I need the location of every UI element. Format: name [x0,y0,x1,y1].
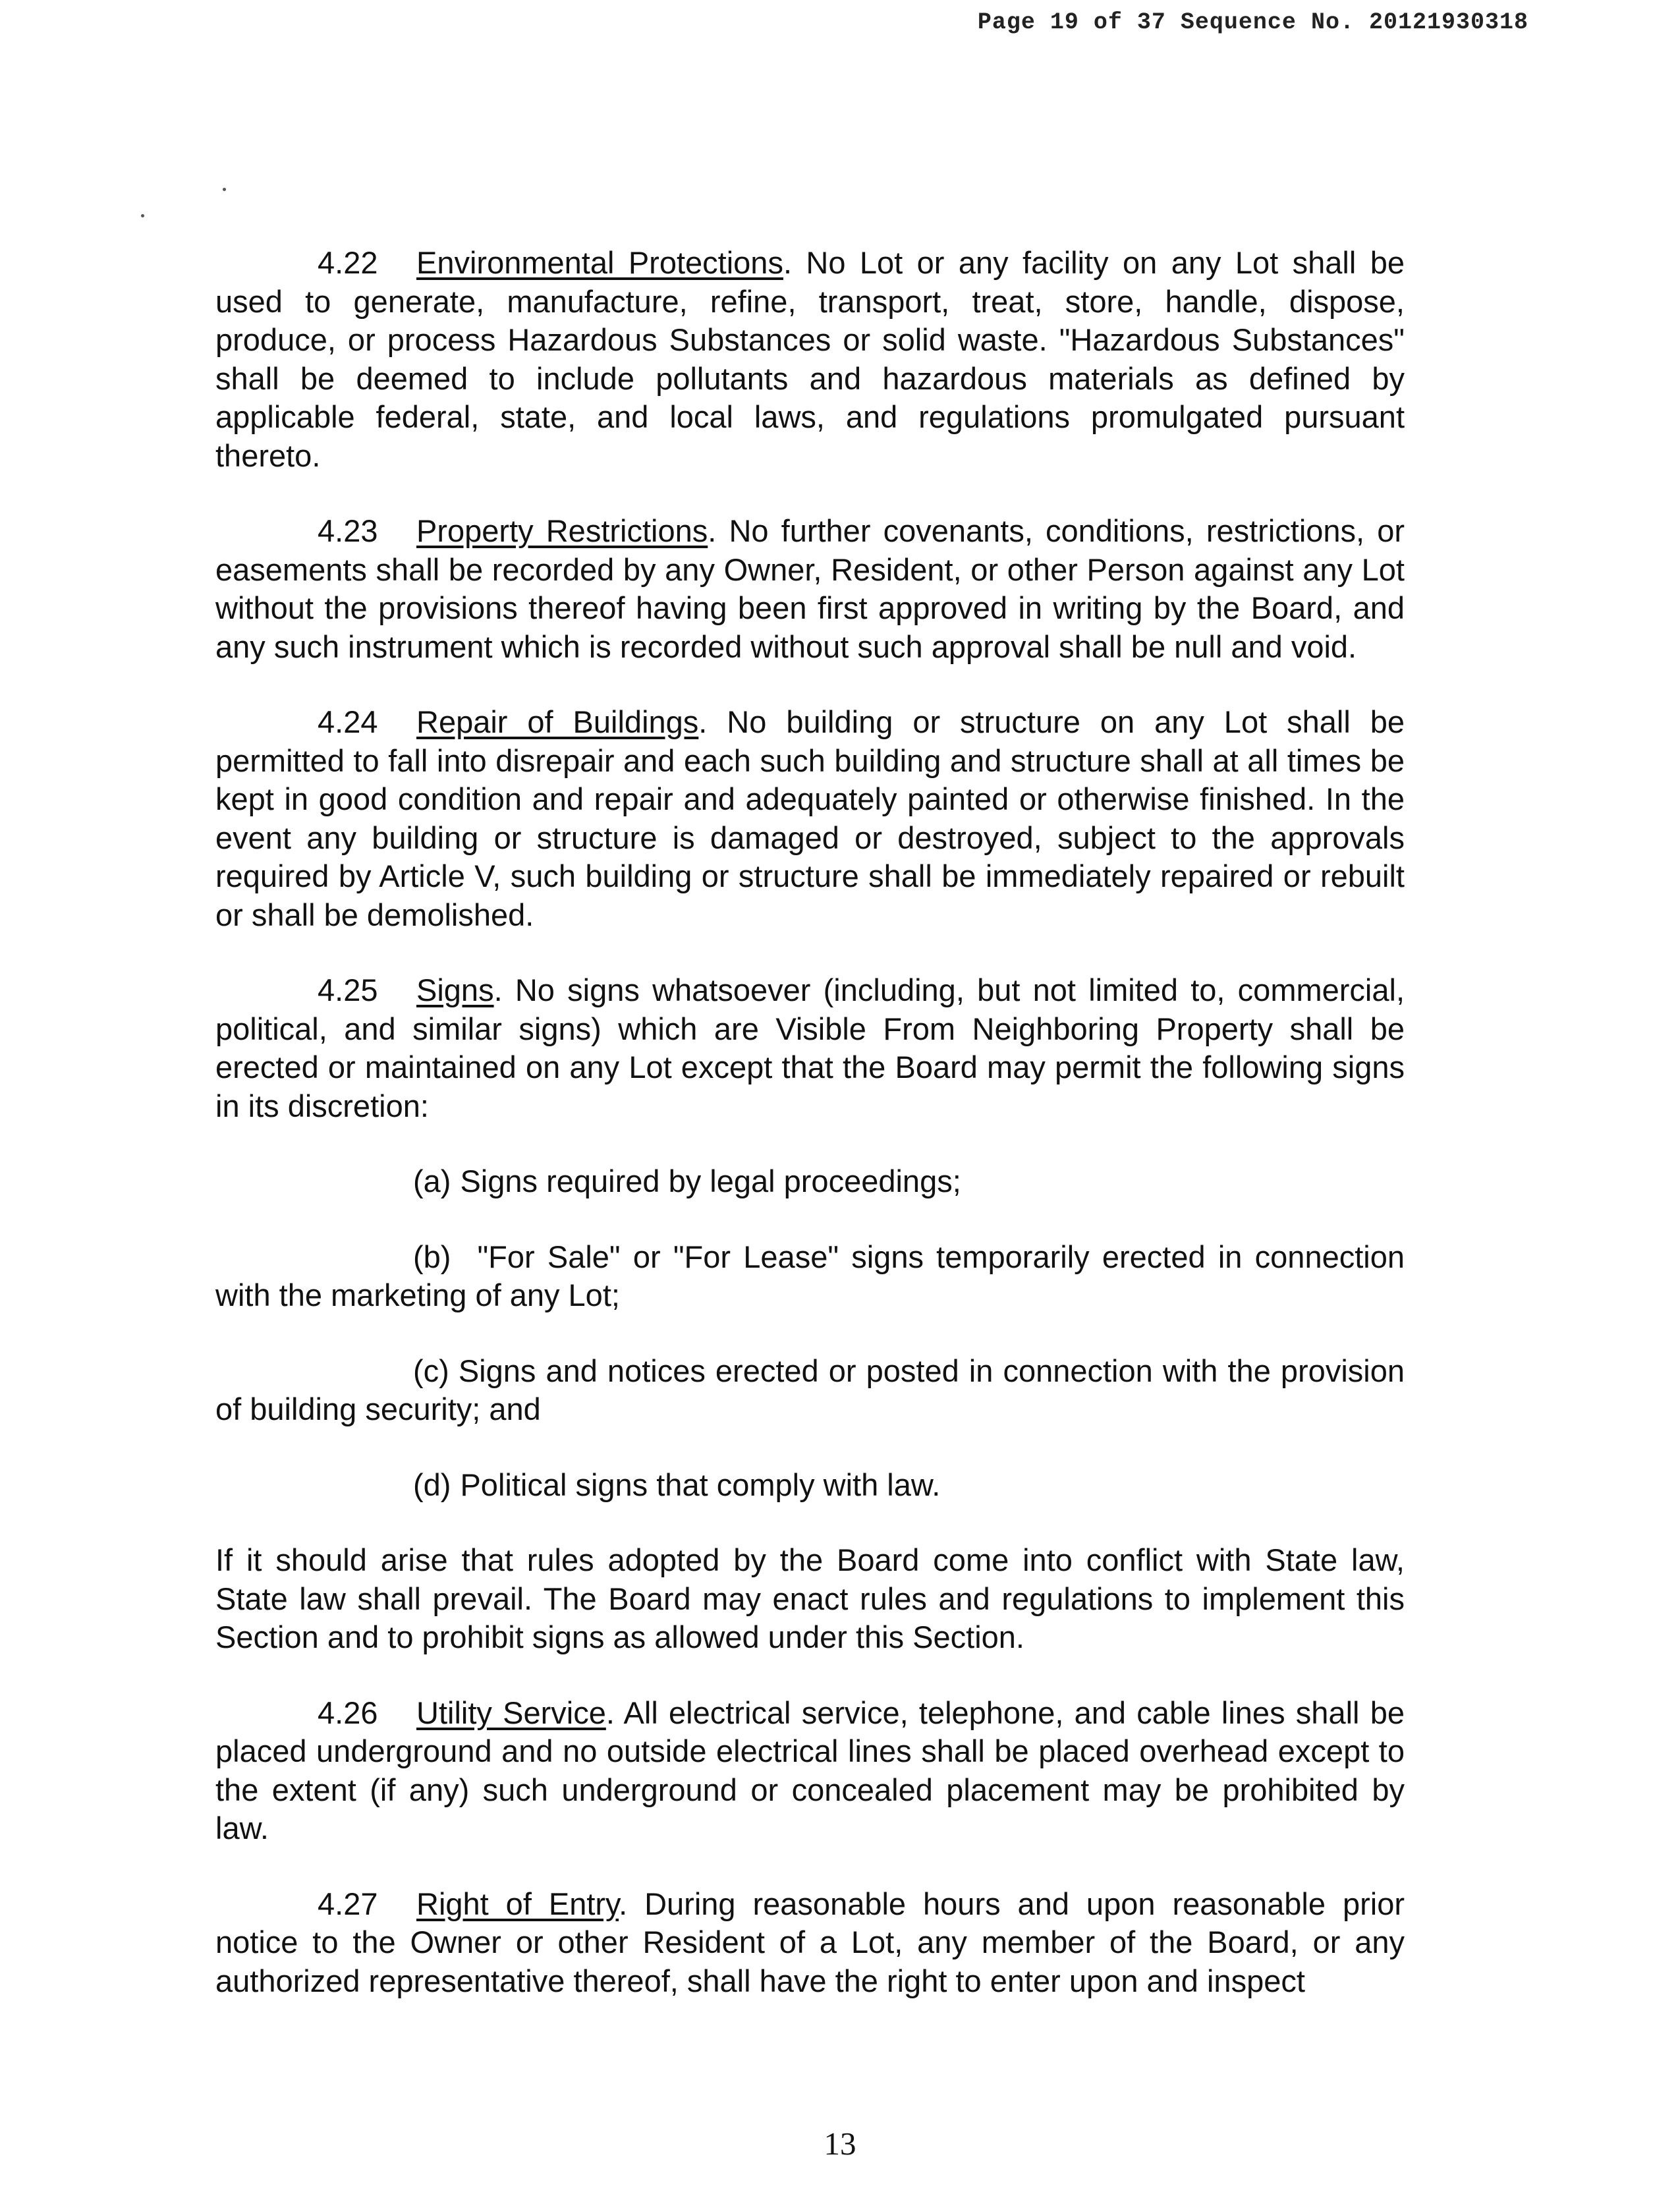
section-4-23 [215,512,1405,666]
section-4-25 [215,971,1405,1125]
section-text: . No further covenants, conditions, restrictions, or easements shall be recorded by any Owner, Resident, or other Person against any Lot without the provisions thereof having been first approved in writing by the Board, and any such instrument which is recorded without such approval shall be null and void. [215,513,1405,664]
section-title: Property Restrictions [416,513,708,548]
signs-list-item-b [215,1238,1405,1315]
section-number: 4.23 [318,513,378,548]
section-text: . No building or structure on any Lot shall be permitted to fall into disrepair and each such building and structure shall at all times be kept in good condition and repair and adequately painted or otherwise finished. In the event any building or structure is damaged or destroyed, subject to the approvals required by Article V, such building or structure shall be immediately repaired or rebuilt or shall be demolished. [215,704,1405,932]
list-text: Signs and notices erected or posted in connection with the provision of building security; and [215,1353,1405,1426]
section-number: 4.24 [318,704,378,739]
section-title: Signs [416,972,494,1007]
list-label: (a) [413,1164,451,1198]
signs-closing-paragraph: If it should arise that rules adopted by the Board come into conflict with State law, State law shall prevail. The Board may enact rules and regulations to implement this Section and to prohibit signs as allowed under this Section. [215,1542,1405,1654]
section-4-27 [215,1885,1405,2001]
section-4-22 [215,244,1405,475]
section-number: 4.27 [318,1886,378,1921]
scan-speck [223,188,226,191]
page-number: 13 [824,2126,856,2162]
section-title: Right of Entry [416,1886,619,1921]
scan-speck [141,214,144,217]
list-label: (c) [413,1353,449,1388]
section-4-26 [215,1694,1405,1848]
list-text: "For Sale" or "For Lease" signs temporarily erected in connection with the marketing of any Lot; [215,1239,1405,1312]
section-title: Environmental Protections [416,245,783,280]
section-title: Repair of Buildings [416,704,699,739]
document-body [215,244,1405,2037]
section-title: Utility Service [416,1695,606,1730]
signs-list-item-d [215,1466,1405,1505]
page-header: Page 19 of 37 Sequence No. 20121930318 [977,9,1528,36]
section-number: 4.26 [318,1695,378,1730]
list-text: Signs required by legal proceedings; [460,1164,961,1198]
list-label: (d) [413,1467,451,1502]
section-text: . No Lot or any facility on any Lot shall be used to generate, manufacture, refine, transport, treat, store, handle, dispose, produce, or process Hazardous Substances or solid waste. "Hazardous Substances" shall be deemed to include pollutants and hazardous materials as defined by applicable federal, state, and local laws, and regulations promulgated pursuant thereto. [215,245,1405,473]
section-4-24 [215,703,1405,934]
signs-list-item-c [215,1352,1405,1429]
section-number: 4.25 [318,972,378,1007]
list-label: (b) [413,1239,451,1274]
section-number: 4.22 [318,245,378,280]
list-text: Political signs that comply with law. [460,1467,941,1502]
signs-list-item-a [215,1162,1405,1201]
section-text: . No signs whatsoever (including, but not limited to, commercial, political, and similar signs) which are Visible From Neighboring Property shall be erected or maintained on any Lot except that the Board may permit the following signs in its discretion: [215,972,1405,1123]
section-text: . All electrical service, telephone, and cable lines shall be placed underground and no outside electrical lines shall be placed overhead except to the extent (if any) such underground or concealed placement may be prohibited by law. [215,1695,1405,1845]
section-text: . During reasonable hours and upon reasonable prior notice to the Owner or other Resident of a Lot, any member of the Board, or any authorized representative thereof, shall have the right to enter upon and inspect [215,1886,1405,1998]
